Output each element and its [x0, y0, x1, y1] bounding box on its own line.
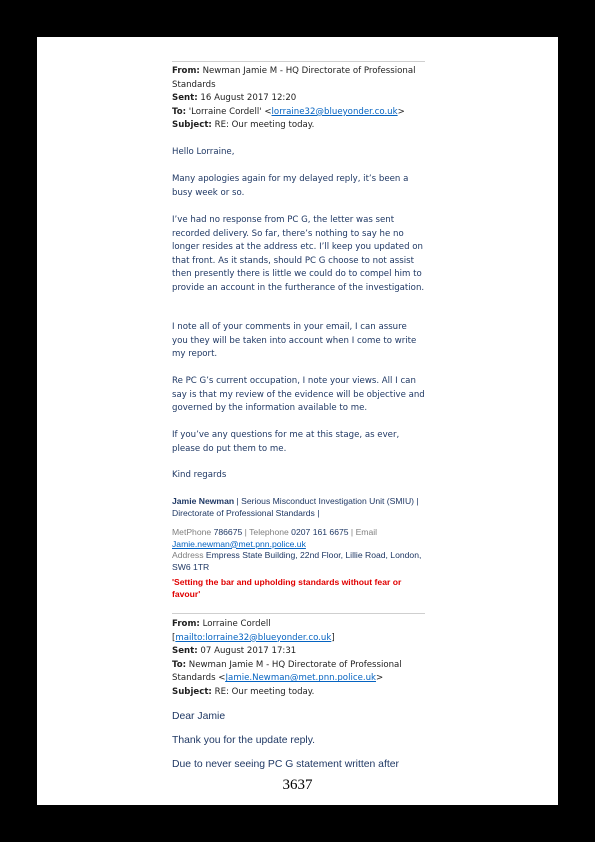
email-header — [172, 65, 425, 133]
quoted-greeting: Dear Jamie — [172, 711, 226, 722]
signature-email-link[interactable]: Jamie.newman@met.pnn.police.uk — [172, 538, 306, 549]
paragraph-3: I note all of your comments in your email, I can assure you they will be taken into account when I come to write my report. — [172, 322, 417, 360]
recipient-email-link[interactable]: lorraine32@blueyonder.co.uk — [271, 106, 398, 117]
quoted-sent-line: Sent: 07 August 2017 17:31 — [172, 646, 297, 657]
greeting: Hello Lorraine, — [172, 147, 235, 157]
signature-block — [172, 496, 425, 519]
document-page — [37, 37, 558, 805]
address-line: Address Empress State Building, 22nd Floor, Lillie Road, London, SW6 1TR — [172, 550, 422, 572]
paragraph-2: I’ve had no response from PC G, the letter was sent recorded delivery. So far, there’s nothing to say he no longer resides at the address etc. I’ll keep you updated on that front. As it stands, should PC G choose to not assist then presently there is little we could do to compel him to provide an account in the furtherance of the investigation. — [172, 215, 425, 293]
quoted-recipient-email-link[interactable]: Jamie.Newman@met.pnn.police.uk — [225, 673, 377, 684]
closing: Kind regards — [172, 470, 227, 480]
subject-line: Subject: RE: Our meeting today. — [172, 120, 315, 131]
paragraph-4: Re PC G’s current occupation, I note your views. All I can say is that my review of the evidence will be objective and governed by the information available to me. — [172, 376, 425, 414]
contact-line: MetPhone 786675 | Telephone 0207 161 6675 | Email Jamie.newman@met.pnn.police.uk — [172, 527, 378, 549]
email-body — [172, 146, 425, 160]
motto: 'Setting the bar and upholding standards without fear or favour' — [172, 577, 402, 599]
signature-name: Jamie Newman — [172, 496, 235, 506]
paragraph-1: Many apologies again for my delayed reply, it’s been a busy week or so. — [172, 174, 409, 198]
page-number: 3637 — [282, 777, 313, 793]
sender-mailto-link[interactable]: mailto:lorraine32@blueyonder.co.uk — [175, 632, 332, 643]
quoted-email-header — [172, 618, 425, 700]
signature-contact — [172, 527, 425, 573]
quoted-subject-line: Subject: RE: Our meeting today. — [172, 686, 315, 697]
quoted-from-line: From: Lorraine Cordell — [172, 619, 271, 629]
quoted-to-line: To: Newman Jamie M - HQ Directorate of Professional Standards <Jamie.Newman@met.pnn.police.uk> — [172, 659, 402, 684]
from-line: From: Newman Jamie M - HQ Directorate of Professional Standards — [172, 66, 416, 90]
quoted-mailto-line: [mailto:lorraine32@blueyonder.co.uk] — [172, 632, 335, 643]
header-divider — [172, 61, 425, 62]
quoted-paragraph-2: Due to never seeing PC G statement written after — [172, 759, 399, 770]
to-line: To: 'Lorraine Cordell' <lorraine32@blueyonder.co.uk> — [172, 106, 405, 117]
reply-divider — [172, 613, 425, 614]
signature-name-line: Jamie Newman | Serious Misconduct Investigation Unit (SMIU) | Directorate of Professional Standards | — [172, 496, 419, 518]
paragraph-5: If you’ve any questions for me at this stage, as ever, please do put them to me. — [172, 430, 400, 454]
sent-line: Sent: 16 August 2017 12:20 — [172, 93, 297, 104]
quoted-paragraph-1: Thank you for the update reply. — [172, 735, 316, 746]
